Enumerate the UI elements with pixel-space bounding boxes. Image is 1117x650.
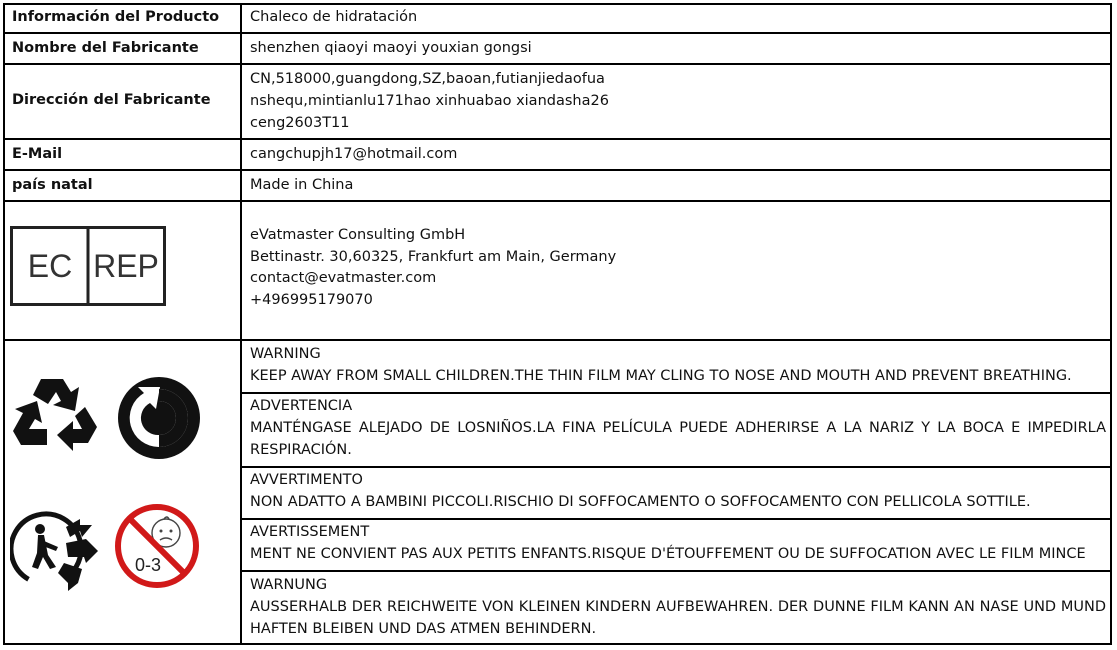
ec-rep-line: eVatmaster Consulting GmbH [250,227,466,243]
email-label: E-Mail [12,146,63,162]
address-line: nshequ,mintianlu171hao xinhuabao xiandasha26 [250,93,609,109]
warning-block-fr [250,521,1106,565]
manufacturer-address-label: Dirección del Fabricante [12,92,211,108]
ec-rep-icon [10,226,166,306]
product-info-value: Chaleco de hidratación [250,9,418,25]
country-of-origin-label: país natal [12,177,93,193]
row-divider [3,32,1112,34]
manufacturer-name-value: shenzhen qiaoyi maoyi youxian gongsi [250,40,532,56]
warning-text: KEEP AWAY FROM SMALL CHILDREN.THE THIN FILM MAY CLING TO NOSE AND MOUTH AND PREVENT BREATHING. [250,368,1072,384]
warning-title: WARNING [250,346,321,362]
warning-block-es [250,395,1106,461]
address-line: ceng2603T11 [250,115,350,131]
warning-divider [240,518,1112,520]
age-0-3-warning-icon [114,503,200,589]
manufacturer-name-label: Nombre del Fabricante [12,40,199,56]
warning-block-it [250,469,1106,513]
green-dot-icon [116,375,202,461]
ec-rep-line: +496995179070 [250,292,373,309]
row-divider [3,169,1112,171]
address-line: CN,518000,guangdong,SZ,baoan,futianjiedaofua [250,71,605,87]
warning-block-de [250,574,1106,640]
column-divider [240,3,242,645]
ec-rep-address [250,225,616,312]
warning-text: MANTÉNGASE ALEJADO DE LOSNIÑOS.LA FINA PELÍCULA PUEDE ADHERIRSE A LA NARIZ Y LA BOCA E IMPEDIRLA RESPIRACIÓN. [250,420,1106,458]
warning-title: AVERTISSEMENT [250,524,370,540]
warning-divider [240,392,1112,394]
warning-text: NON ADATTO A BAMBINI PICCOLI.RISCHIO DI SOFFOCAMENTO O SOFFOCAMENTO CON PELLICOLA SOTTILE. [250,494,1031,510]
row-divider [3,200,1112,202]
triman-icon [10,507,100,591]
ec-rep-left-text: EC [27,248,73,284]
ec-rep-line: Bettinastr. 30,60325, Frankfurt am Main, Germany [250,248,617,265]
row-divider [3,63,1112,65]
email-value: cangchupjh17@hotmail.com [250,146,458,162]
warning-title: AVVERTIMENTO [250,472,363,488]
row-divider [3,138,1112,140]
country-of-origin-value: Made in China [250,177,354,193]
ec-rep-right-text: REP [93,248,159,284]
manufacturer-address-value [250,68,609,134]
warning-title: ADVERTENCIA [250,398,353,414]
warning-title: WARNUNG [250,577,328,593]
age-range-label: 0-3 [134,555,162,575]
product-info-label: Información del Producto [12,9,220,25]
warning-text: MENT NE CONVIENT PAS AUX PETITS ENFANTS.RISQUE D'ÉTOUFFEMENT OU DE SUFFOCATION AVEC LE FILM MINCE [250,546,1086,562]
ec-rep-line: contact@evatmaster.com [250,270,437,287]
row-divider [3,339,1112,341]
warning-text: AUSSERHALB DER REICHWEITE VON KLEINEN KINDERN AUFBEWAHREN. DER DUNNE FILM KANN AN NASE UND MUND HAFTEN BLEIBEN UND DAS ATMEN BEHINDERN. [250,599,1106,637]
recycle-icon [11,375,99,461]
warning-block-en [250,343,1106,387]
warning-divider [240,466,1112,468]
warning-divider [240,570,1112,572]
